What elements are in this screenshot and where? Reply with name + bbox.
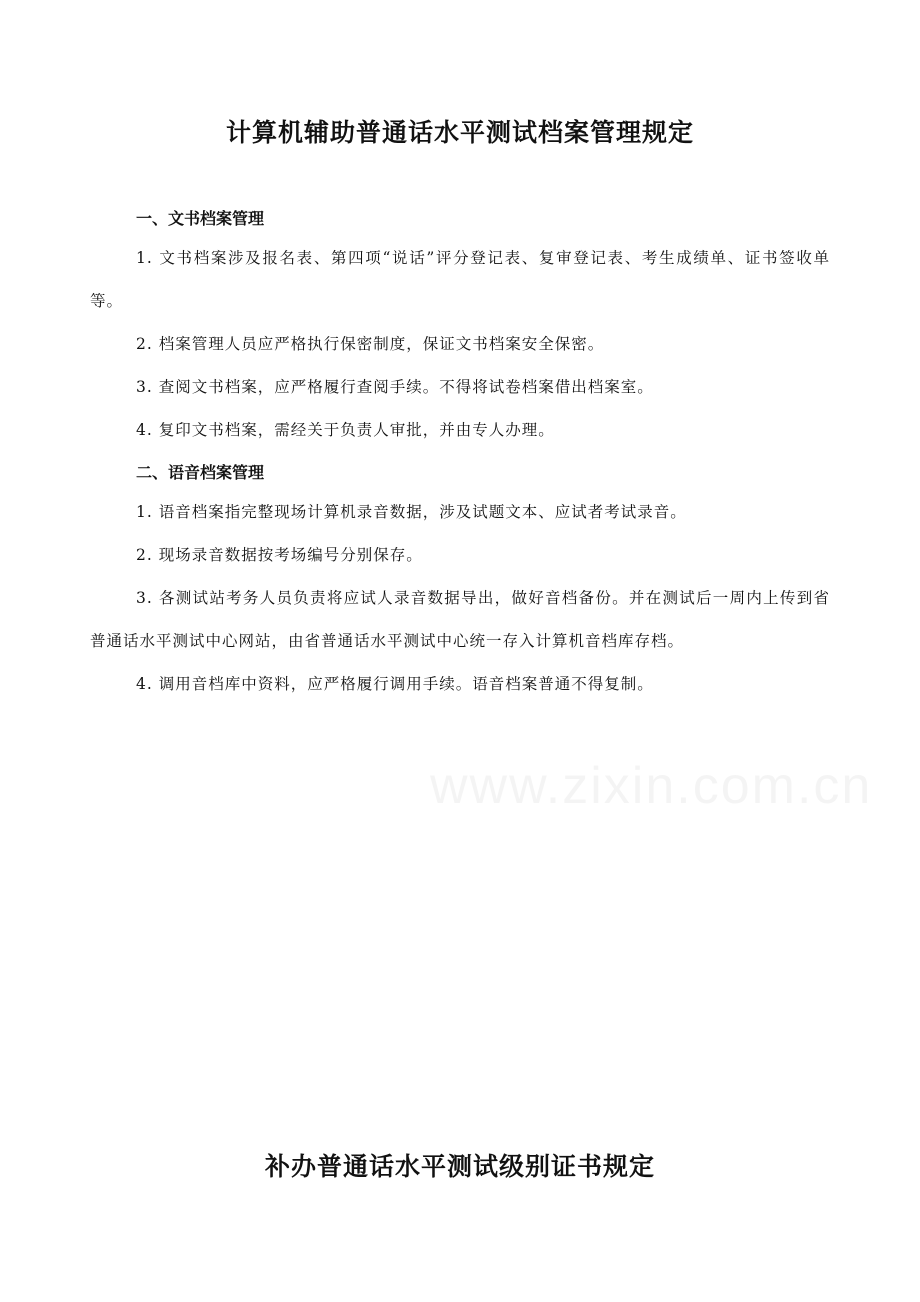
paragraph-1-1: 1. 文书档案涉及报名表、第四项“说话”评分登记表、复审登记表、考生成绩单、证书签收单等。 <box>90 249 830 310</box>
paragraph-1-2: 2. 档案管理人员应严格执行保密制度，保证文书档案安全保密。 <box>136 335 605 353</box>
section-heading-2: 二、语音档案管理 <box>136 463 265 482</box>
watermark-text <box>430 756 872 816</box>
paragraph-2-3: 3. 各测试站考务人员负责将应试人录音数据导出，做好音档备份。并在测试后一周内上传到省普通话水平测试中心网站，由省普通话水平测试中心统一存入计算机音档库存档。 <box>90 589 830 650</box>
paragraph-1-4: 4. 复印文书档案，需经关于负责人审批，并由专人办理。 <box>136 421 555 439</box>
paragraph-2-1: 1. 语音档案指完整现场计算机录音数据，涉及试题文本、应试者考试录音。 <box>136 503 687 521</box>
document-title: 计算机辅助普通话水平测试档案管理规定 <box>225 118 694 147</box>
paragraph-2-2: 2. 现场录音数据按考场编号分别保存。 <box>136 546 423 564</box>
next-document-title: 补办普通话水平测试级别证书规定 <box>264 1152 655 1181</box>
paragraph-2-4: 4. 调用音档库中资料，应严格履行调用手续。语音档案普通不得复制。 <box>136 675 654 693</box>
section-heading-1: 一、文书档案管理 <box>136 209 265 228</box>
paragraph-1-3: 3. 查阅文书档案，应严格履行查阅手续。不得将试卷档案借出档案室。 <box>136 378 654 396</box>
